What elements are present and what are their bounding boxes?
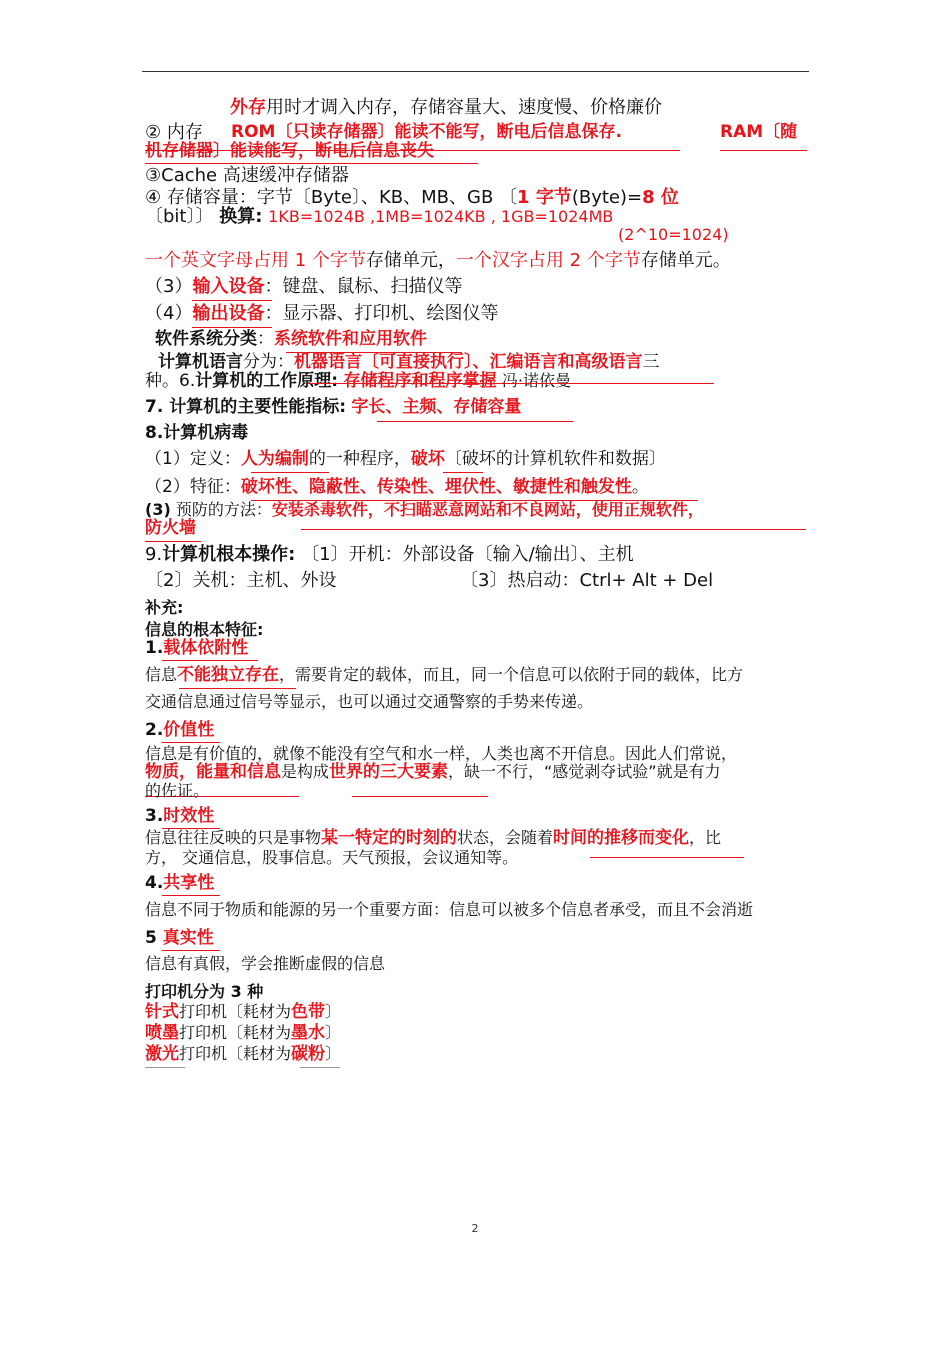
capacity-line: ④ 存储容量：字节〔Byte〕、KB、MB、GB 〔1 字节(Byte)=8 位 (145, 187, 679, 208)
restart-line: 〔3〕热启动：Ctrl+ Alt + Del (460, 570, 714, 591)
info-features-title: 信息的根本特征: (145, 620, 264, 639)
printer-underline-b (300, 1067, 340, 1068)
conversion-line: 〔bit〕〕 换算: 1KB=1024B ,1MB=1024KB , 1GB=1024MB (145, 206, 614, 227)
ram-underline-b (145, 163, 478, 164)
header-rule (142, 71, 809, 72)
output-underline (192, 327, 272, 328)
feature-3-heading: 3.时效性 (145, 806, 215, 826)
feature-2-para-1: 信息是有价值的，就像不能没有空气和水一样，人类也离不开信息。因此人们常说， (145, 744, 738, 763)
power-of-two: (2^10=1024) (618, 225, 729, 244)
feature-2-heading: 2.价值性 (145, 720, 215, 740)
char-storage-line: 一个英文字母占用 1 个字节存储单元，一个汉字占用 2 个字节存储单元。 (145, 250, 731, 271)
virus-features: （2）特征：破坏性、隐蔽性、传染性、埋伏性、敏捷性和触发性。 (145, 477, 649, 497)
firewall-underline (145, 541, 201, 542)
shutdown-line: 〔2〕关机：主机、外设 (145, 570, 337, 591)
feature-3-inline-underline (590, 857, 744, 858)
ram-underline-a (720, 150, 807, 151)
definition-underline-a (251, 472, 329, 473)
virus-prevention: (3) 预防的方法：安装杀毒软件，不扫瞄恶意网站和不良网站，使用正规软件， (145, 500, 704, 519)
language-underline (308, 383, 714, 384)
input-underline (192, 300, 272, 301)
input-devices-line: （3）输入设备：键盘、鼠标、扫描仪等 (145, 276, 463, 297)
work-principle-line: 种。6.计算机的工作原理: 存储程序和程序掌握 冯·诺依曼 (145, 371, 571, 391)
feature-1-para-1: 信息不能独立存在，需要肯定的载体，而且，同一个信息可以依附于同的载体，比方 (145, 665, 744, 685)
feature-2-underline-b (352, 796, 488, 797)
cache-line: ③Cache 高速缓冲存储器 (145, 165, 349, 186)
page-number: 2 (471, 1222, 479, 1235)
printer-inkjet: 喷墨打印机〔耗材为墨水〕 (145, 1023, 342, 1043)
printers-title: 打印机分为 3 种 (145, 982, 264, 1001)
operations-line: 9.计算机根本操作: 〔1〕开机：外部设备〔输入/输出〕、主机 (145, 544, 634, 565)
virus-title: 8.计算机病毒 (145, 423, 249, 443)
prevention-underline (301, 529, 806, 530)
printer-underline-a (145, 1067, 185, 1068)
feature-4-heading: 4.共享性 (145, 873, 215, 893)
feature-1-heading: 1.载体依附性 (145, 638, 249, 658)
ram-text-a: RAM〔随 (720, 122, 798, 142)
supplement-label: 补充: (145, 598, 184, 617)
feature-5-para: 信息有真假，学会推断虚假的信息 (145, 954, 386, 973)
feature-2-underline (162, 742, 220, 743)
language-line: 计算机语言分为：机器语言〔可直接执行〕、汇编语言和高级语言三 (158, 352, 660, 372)
output-devices-line: （4）输出设备：显示器、打印机、绘图仪等 (145, 303, 499, 324)
definition-underline-b (443, 472, 483, 473)
feature-4-para: 信息不同于物质和能源的另一个重要方面：信息可以被多个信息者承受，而且不会消逝 (145, 900, 754, 919)
feature-3-para-1: 信息往往反映的只是事物某一特定的时刻的状态，会随着时间的推移而变化，比 (145, 828, 722, 848)
virus-definition: （1）定义：人为编制的一种程序，破坏〔破坏的计算机软件和数据〕 (145, 449, 666, 469)
feature-5-heading: 5 真实性 (145, 928, 214, 948)
firewall-text: 防火墙 (145, 518, 196, 538)
feature-1-inline-underline (179, 688, 296, 689)
printer-laser: 激光打印机〔耗材为碳粉〕 (145, 1044, 342, 1064)
feature-4-underline (162, 895, 220, 896)
feature-5-underline (162, 950, 220, 951)
feature-3-para-2: 方， 交通信息，股事信息。天气预报，会议通知等。 (145, 848, 519, 867)
rom-text: ROM〔只读存储器〕能读不能写，断电后信息保存. (231, 122, 622, 142)
feature-2-para-3: 的佐证。 (145, 781, 210, 800)
software-line: 软件系统分类：系统软件和应用软件 (155, 329, 427, 349)
external-storage-line: 外存用时才调入内存，存储容量大、速度慢、价格廉价 (230, 97, 662, 118)
feature-2-para-2: 物质，能量和信息是构成世界的三大要素，缺一不行，“感觉剥夺试验”就是有力 (145, 762, 721, 782)
feature-1-para-2: 交通信息通过信号等显示，也可以通过交通警察的手势来传递。 (145, 692, 594, 711)
performance-line: 7. 计算机的主要性能指标: 字长、主频、存储容量 (145, 397, 522, 417)
printer-dot-matrix: 针式打印机〔耗材为色带〕 (145, 1002, 342, 1022)
ram-text-b: 机存储器〕能读能写，断电后信息丧失 (145, 141, 434, 161)
performance-underline (377, 421, 573, 422)
memory-label: ② 内存 (145, 122, 203, 143)
feature-1-underline (162, 660, 258, 661)
